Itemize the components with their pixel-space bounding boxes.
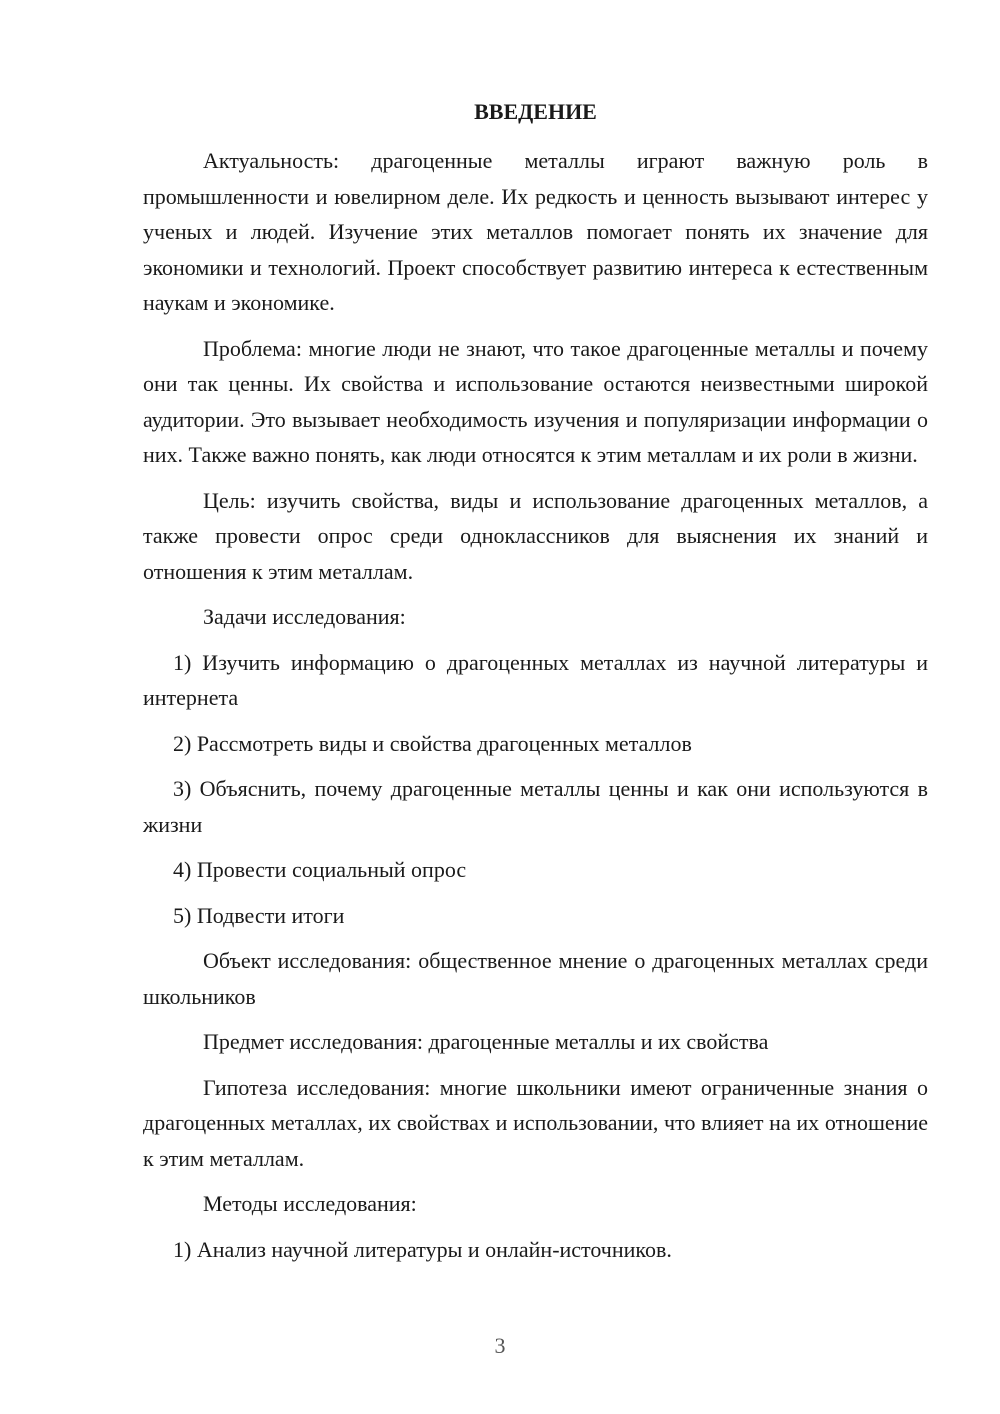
- hypothesis-paragraph: Гипотеза исследования: многие школьники имеют ограниченные знания о драгоценных металлах, их свойствах и использовании, что влияет на их отношение к этим металлам.: [143, 1074, 928, 1171]
- problem-paragraph: Проблема: многие люди не знают, что такое драгоценные металлы и почему они так ценны. Их свойства и использование остаются неизвестными широкой аудитории. Это вызывает необходимость изучения и популяризации информации о них. Также важно понять, как люди относятся к этим металлам и их роли в жизни.: [143, 335, 928, 467]
- goal-paragraph: Цель: изучить свойства, виды и использование драгоценных металлов, а также провести опрос среди одноклассников для выяснения их знаний и отношения к этим металлам.: [143, 487, 928, 584]
- methods-heading: Методы исследования:: [203, 1191, 417, 1216]
- tasks-list: [143, 645, 928, 934]
- list-item: 1) Анализ научной литературы и онлайн-источников.: [173, 1236, 672, 1262]
- list-item: 5) Подвести итоги: [173, 902, 345, 928]
- page-number: 3: [494, 1333, 506, 1358]
- tasks-heading: Задачи исследования:: [203, 604, 406, 629]
- list-item: 4) Провести социальный опрос: [173, 857, 467, 882]
- subject-paragraph: Предмет исследования: драгоценные металлы и их свойства: [203, 1029, 769, 1054]
- document-page: [143, 94, 928, 1277]
- list-item: 3) Объяснить, почему драгоценные металлы ценны и как они используются в жизни: [143, 776, 928, 837]
- section-title: ВВЕДЕНИЕ: [474, 99, 597, 124]
- list-item: 1) Изучить информацию о драгоценных металлах из научной литературы и интернета: [143, 649, 928, 710]
- list-item: 2) Рассмотреть виды и свойства драгоценных металлов: [173, 730, 692, 756]
- relevance-paragraph: Актуальность: драгоценные металлы играют важную роль в промышленности и ювелирном деле. Их редкость и ценность вызывают интерес у ученых и людей. Изучение этих металлов помогает понять их значение для экономики и технологий. Проект способствует развитию интереса к естественным наукам и экономике.: [143, 148, 928, 315]
- methods-list: [143, 1232, 928, 1268]
- object-paragraph: Объект исследования: общественное мнение о драгоценных металлах среди школьников: [143, 948, 928, 1009]
